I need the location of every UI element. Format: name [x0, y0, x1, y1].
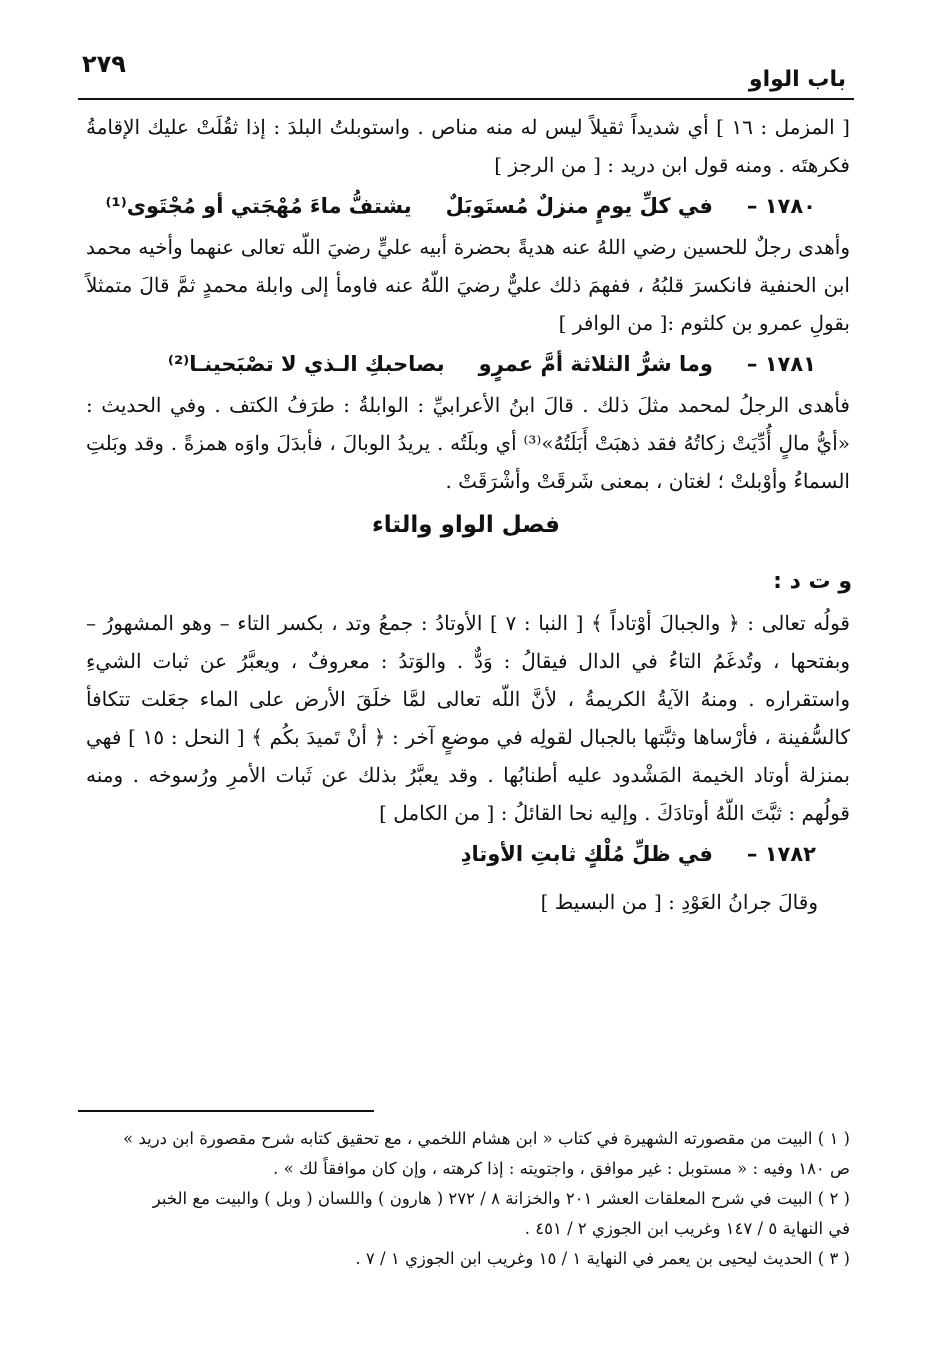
verse-second-hemistich: بصاحبكِ الـذي لا تصْبَحينـا⁽²⁾	[167, 352, 445, 376]
verse-1781	[78, 342, 854, 386]
verse-number: ١٧٨٠ –	[746, 194, 816, 218]
page-number: ٢٧٩	[82, 50, 126, 78]
running-head	[78, 52, 854, 96]
paragraph-2: وأهدى رجلٌ للحسين رضي اللهُ عنه هديةً بحضرة أبيه عليٍّ رضيَ اللّه تعالى عنهما وأخيه محمد ابن الحنفية فانكسرَ قلبُهُ ، ففهمَ ذلك عليٌّ رضيَ اللّهُ عنه فاومأ إلى وابلة محمدٍ ثمَّ قالَ متمثلاً بقولِ عمرو بن كلثوم :[ من الوافر ]	[86, 235, 850, 335]
book-page	[78, 52, 854, 1312]
verse-first-hemistich: وما شرُّ الثلاثة أمَّ عمرٍو	[478, 352, 713, 376]
header-rule	[78, 98, 854, 100]
section-title: فصل الواو والتاء	[372, 512, 560, 538]
verse-1782	[78, 832, 854, 876]
footnote-2-line-2: في النهاية ٥ / ١٤٧ وغريب ابن الجوزي ٢ / ٤٥١ .	[524, 1219, 850, 1238]
footnote-1-line-1: ( ١ ) البيت من مقصورته الشهيرة في كتاب « ابن هشام اللخمي ، مع تحقيق كتابه شرح مقصورة ابن دريد »	[123, 1129, 850, 1148]
paragraph-3: فأهدى الرجلُ لمحمد مثلَ ذلك . قالَ ابنُ الأعرابيِّ : الوابلةُ : طرَفُ الكتف . وفي الحديث : «أيُّ مالٍ أُدِّيَتْ زكاتُهُ فقد ذهبَتْ أَبَلَتُهُ»⁽³⁾ أي وبلَتُه . يريدُ الوبالَ ، فأبدَلَ واوَه همزةً . وقد وبَلتِ السماءُ وأوْبلتْ ؛ لغتان ، بمعنى شَرقَتْ وأشْرَقَتْ .	[86, 393, 850, 493]
footnote-2	[78, 1184, 854, 1244]
chapter-name: باب الواو	[748, 67, 846, 92]
footnotes	[78, 1124, 854, 1274]
footnote-1	[78, 1124, 854, 1184]
paragraph-1: [ المزمل : ١٦ ] أي شديداً ثقيلاً ليس له منه مناص . واستوبلتُ البلدَ : إذا ثقُلَتْ عليك الإقامةُ فكرهتَه . ومنه قول ابن دريد : [ من الرجز ]	[86, 115, 850, 177]
main-text	[78, 108, 854, 922]
verse-second-hemistich: يشتفُّ ماءَ مُهْجَتي أو مُجْتَوى⁽¹⁾	[105, 194, 412, 218]
footnote-rule	[78, 1110, 374, 1112]
verse-1780	[78, 184, 854, 228]
source-line: وقالَ جرانُ العَوْدِ : [ من البسيط ]	[540, 890, 818, 914]
footnote-2-line-1: ( ٢ ) البيت في شرح المعلقات العشر ٢٠١ والخزانة ٨ / ٢٧٢ ( هارون ) واللسان ( وبل ) والبيت مع الخبر	[152, 1189, 850, 1208]
paragraph-4: قولُه تعالى : ﴿ والجبالَ أوْتاداً ﴾ [ النبا : ٧ ] الأوتادُ : جمعُ وتد ، بكسر التاء – وهو المشهورُ – وبفتحها ، وتُدغَمُ التاءُ في الدال فيقالُ : وَدٌّ . والوَتدُ : معروفٌ ، ويعبَّرُ عن ثبات الشيءِ واستقراره . ومنهُ الآيةُ الكريمةُ ، لأنَّ اللّه تعالى لمَّا خلَقَ الأرض على الماء جعَلت تتكافأ كالسُّفينة ، فأرْساها وثبَّتها بالجبال لقولِه في موضعٍ آخر : ﴿ أنْ تَميدَ بكُم ﴾ [ النحل : ١٥ ] فهي بمنزلة أوتاد الخيمة المَشْدود عليه أطنابُها . وقد يعبَّرُ بذلك عن ثَبات الأمرِ ورُسوخه . ومنه قولُهم : ثبَّتَ اللّهُ أوتادَكَ . وإليه نحا القائلُ : [ من الكامل ]	[86, 611, 851, 825]
verse-first-hemistich: في كلِّ يومٍ منزلٌ مُستَوبَلٌ	[445, 194, 713, 218]
footnote-3: ( ٣ ) الحديث ليحيى بن يعمر في النهاية ١ / ١٥ وغريب ابن الجوزي ١ / ٧ .	[355, 1249, 850, 1268]
footnote-1-line-2: ص ١٨٠ وفيه : « مستوبل : غير موافق ، واجتويته : إذا كرهته ، وإن كان موافقاً لك » .	[273, 1159, 850, 1178]
verse-first-hemistich: في ظلِّ مُلْكٍ ثابتِ الأوتادِ	[460, 842, 713, 866]
verse-number: ١٧٨١ –	[746, 352, 816, 376]
root-heading: و ت د :	[773, 569, 852, 594]
verse-number: ١٧٨٢ –	[746, 842, 816, 866]
